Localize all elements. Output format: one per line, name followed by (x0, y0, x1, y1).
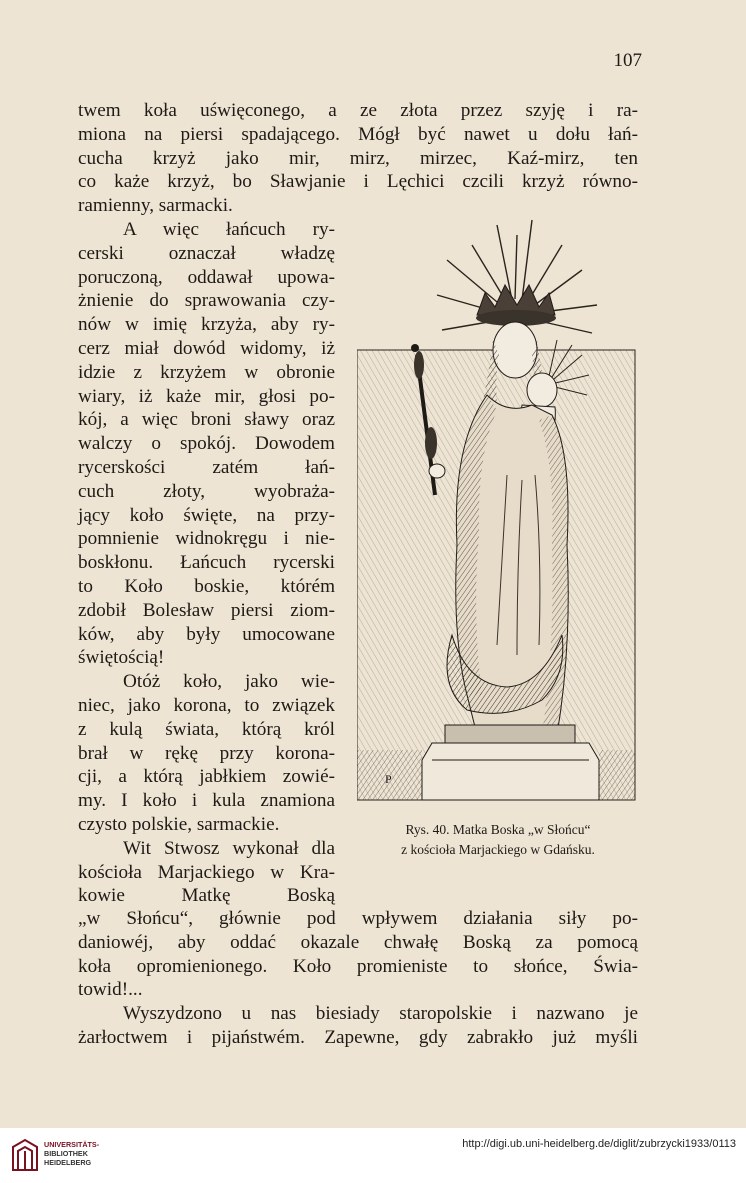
text-line: miona na piersi spadającego. Mógł być nawet u dołu łań- (78, 123, 638, 145)
text-line: żarłoctwem i pijaństwém. Zapewne, gdy zabrakło już myśli (78, 1026, 638, 1048)
text-line: daniowéj, aby oddać okazale chwałę Boską za pomocą (78, 931, 638, 953)
text-line: rycerskości zatém łań- (78, 456, 335, 478)
library-name-line: HEIDELBERG (44, 1158, 92, 1167)
text-line: twem koła uświęconego, a ze złota przez szyję i ra- (78, 100, 638, 121)
text-line: co każe krzyż, bo Sławjanie i Lęchici czcili krzyż równo- (78, 171, 638, 193)
text-line: żnienie do sprawowania czy- (78, 290, 335, 312)
text-block-top (78, 99, 638, 218)
text-line: kowie Matkę Boską (78, 885, 335, 907)
caption-line-1: Rys. 40. Matka Boska „w Słońcu“ (405, 822, 591, 837)
text-line: świętością! (78, 647, 165, 669)
text-line: z kulą świata, którą król (78, 718, 335, 740)
text-line: kój, a więc broni sławy oraz (78, 409, 335, 431)
text-line: ków, aby były umocowane (78, 623, 335, 645)
text-line: ramienny, sarmacki. (78, 195, 233, 217)
text-line: „w Słońcu“, głównie pod wpływem działania siły po- (78, 908, 638, 929)
library-name (44, 1140, 99, 1167)
text-block-bottom (78, 907, 638, 1050)
text-line: boskłonu. Łańcuch rycerski (78, 552, 335, 574)
text-line: nów w imię krzyża, aby ry- (78, 314, 335, 336)
caption-line-2: z kościoła Marjackiego w Gdańsku. (401, 842, 595, 857)
text-line: poruczoną, oddawał upowa- (78, 266, 335, 288)
library-name-line: UNIVERSITÄTS- (44, 1140, 100, 1149)
text-line: niec, jako korona, to związek (78, 694, 335, 716)
text-line: zdobił Bolesław piersi ziom- (78, 599, 335, 621)
page-number: 107 (613, 50, 642, 71)
permalink-url[interactable]: http://digi.ub.uni-heidelberg.de/diglit/zubrzycki1933/0113 (462, 1138, 736, 1150)
viewer-footer (0, 1128, 746, 1183)
text-line: cerz miał dowód widomy, iż (78, 337, 335, 359)
text-line: idzie z krzyżem w obronie (78, 361, 335, 383)
text-line: my. I koło i kula znamiona (78, 790, 335, 812)
text-line: cucha krzyż jako mir, mirz, mirzec, Kaź-mirz, ten (78, 147, 638, 169)
text-line: pomnienie widnokręgu i nie- (78, 528, 335, 550)
library-logo-icon (10, 1137, 40, 1173)
text-line: kościoła Marjackiego w Kra- (78, 861, 335, 883)
text-line: brał w rękę przy korona- (78, 742, 335, 764)
svg-text:P: P (385, 772, 392, 786)
figure-caption (352, 820, 644, 860)
text-line: jący koło święte, na przy- (78, 504, 335, 526)
text-line: koła opromienionego. Koło promieniste to słońce, Świa- (78, 955, 638, 977)
text-line: walczy o spokój. Dowodem (78, 433, 335, 455)
text-line: cerski oznaczał władzę (78, 242, 335, 264)
text-line: to Koło boskie, którém (78, 575, 335, 597)
text-line: A więc łańcuch ry- (123, 219, 335, 240)
text-line: czysto polskie, sarmackie. (78, 813, 280, 835)
library-name-line: BIBLIOTHEK (44, 1149, 88, 1158)
text-line: Otóż koło, jako wie- (123, 671, 335, 693)
text-line: Wit Stwosz wykonał dla (123, 837, 335, 859)
text-line: wiary, iż każe mir, głosi po- (78, 385, 335, 407)
text-line: cji, a którą jabłkiem zowié- (78, 766, 335, 788)
madonna-illustration (357, 215, 637, 803)
text-line: cuch złoty, wyobraża- (78, 480, 335, 502)
text-line: Wyszydzono u nas biesiady staropolskie i nazwano je (123, 1003, 638, 1025)
text-block-side (78, 218, 335, 908)
text-line: towid!... (78, 979, 143, 1001)
